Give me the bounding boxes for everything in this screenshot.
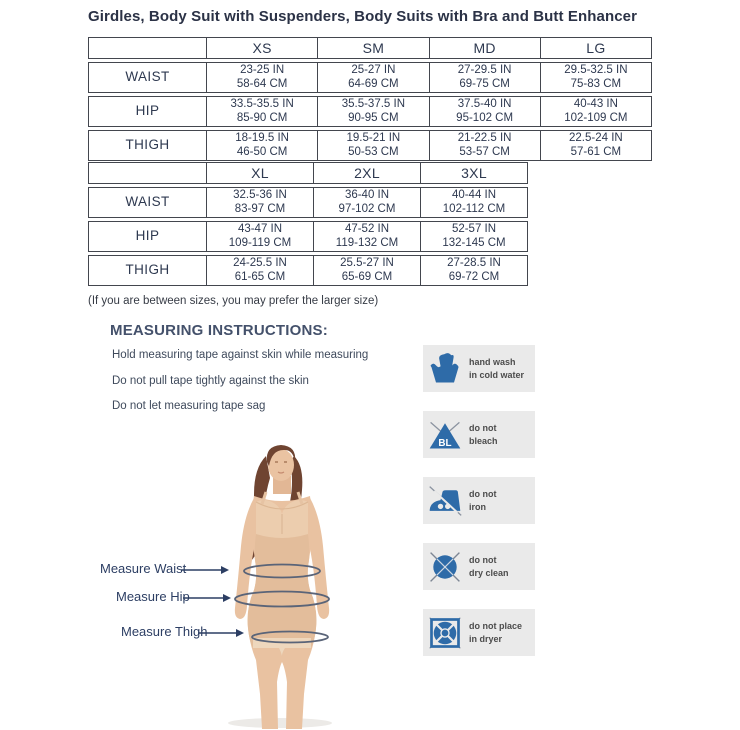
right-arrow-icon <box>198 628 244 638</box>
size-cell: 27-29.5 IN 69-75 CM <box>429 63 540 92</box>
size-cell: 19.5-21 IN 50-53 CM <box>317 131 428 160</box>
care-label: do not iron <box>469 489 497 512</box>
page-title: Girdles, Body Suit with Suspenders, Body Suits with Bra and Butt Enhancer <box>88 8 638 25</box>
size-cell: 40-43 IN 102-109 CM <box>540 97 651 126</box>
size-cell: 18-19.5 IN 46-50 CM <box>206 131 317 160</box>
size-cell: 29.5-32.5 IN 75-83 CM <box>540 63 651 92</box>
care-label: do not dry clean <box>469 555 509 578</box>
size-cell: 52-57 IN 132-145 CM <box>420 222 527 251</box>
measure-row-label: HIP <box>135 103 160 119</box>
measure-row-label: THIGH <box>125 137 170 153</box>
size-cell: 23-25 IN 58-64 CM <box>206 63 317 92</box>
size-cell: 40-44 IN 102-112 CM <box>420 188 527 217</box>
size-table-xs-lg <box>88 37 652 164</box>
blank-header-cell <box>89 38 206 58</box>
instruction-line: Do not pull tape tightly against the skin <box>112 375 309 387</box>
care-symbol-do-not-tumble-dry <box>423 609 535 656</box>
size-cell: 35.5-37.5 IN 90-95 CM <box>317 97 428 126</box>
table-row-thigh <box>88 255 528 286</box>
hand-wash-icon <box>427 351 463 387</box>
measure-row-label: HIP <box>135 228 160 244</box>
table-row-hip <box>88 221 528 252</box>
between-sizes-note: (If you are between sizes, you may prefer the larger size) <box>88 295 379 307</box>
do-not-dry-clean-icon <box>427 549 463 585</box>
size-cell: 22.5-24 IN 57-61 CM <box>540 131 651 160</box>
size-cell: 36-40 IN 97-102 CM <box>313 188 420 217</box>
measuring-instructions-heading: MEASURING INSTRUCTIONS: <box>110 322 328 339</box>
do-not-tumble-dry-icon <box>427 615 463 651</box>
do-not-iron-icon <box>427 483 463 519</box>
size-header-cell: MD <box>429 38 540 58</box>
size-header-cell: XL <box>206 163 313 183</box>
care-symbol-do-not-iron <box>423 477 535 524</box>
care-label: hand wash in cold water <box>469 357 525 380</box>
size-cell: 25.5-27 IN 65-69 CM <box>313 256 420 285</box>
table-header-row <box>88 162 528 184</box>
size-header-cell: LG <box>540 38 651 58</box>
measure-row-label: WAIST <box>125 69 170 85</box>
right-arrow-icon <box>183 593 231 603</box>
size-header-cell: 2XL <box>313 163 420 183</box>
measure-row-label: THIGH <box>125 262 170 278</box>
do-not-bleach-icon <box>427 417 463 453</box>
care-label: do not bleach <box>469 423 498 446</box>
care-symbol-do-not-bleach <box>423 411 535 458</box>
size-cell: 33.5-35.5 IN 85-90 CM <box>206 97 317 126</box>
size-cell: 32.5-36 IN 83-97 CM <box>206 188 313 217</box>
size-cell: 27-28.5 IN 69-72 CM <box>420 256 527 285</box>
care-label: do not place in dryer <box>469 621 523 644</box>
size-header-cell: 3XL <box>420 163 527 183</box>
size-cell: 47-52 IN 119-132 CM <box>313 222 420 251</box>
care-symbol-do-not-dry-clean <box>423 543 535 590</box>
measure-thigh-label: Measure Thigh <box>121 624 208 639</box>
blank-header-cell <box>89 163 206 183</box>
table-header-row <box>88 37 652 59</box>
measurement-figure <box>190 442 365 730</box>
size-cell: 25-27 IN 64-69 CM <box>317 63 428 92</box>
size-header-cell: SM <box>317 38 428 58</box>
right-arrow-icon <box>181 565 229 575</box>
size-table-xl-3xl <box>88 162 528 289</box>
care-symbol-hand-wash <box>423 345 535 392</box>
instruction-line: Do not let measuring tape sag <box>112 400 266 412</box>
size-cell: 37.5-40 IN 95-102 CM <box>429 97 540 126</box>
measure-row-label: WAIST <box>125 194 170 210</box>
table-row-hip <box>88 96 652 127</box>
size-cell: 43-47 IN 109-119 CM <box>206 222 313 251</box>
measure-waist-label: Measure Waist <box>100 561 187 576</box>
size-cell: 24-25.5 IN 61-65 CM <box>206 256 313 285</box>
size-header-cell: XS <box>206 38 317 58</box>
svg-text:BL: BL <box>438 437 452 449</box>
size-cell: 21-22.5 IN 53-57 CM <box>429 131 540 160</box>
measure-hip-label: Measure Hip <box>116 589 190 604</box>
table-row-waist <box>88 187 528 218</box>
table-row-waist <box>88 62 652 93</box>
table-row-thigh <box>88 130 652 161</box>
instruction-line: Hold measuring tape against skin while measuring <box>112 349 369 361</box>
